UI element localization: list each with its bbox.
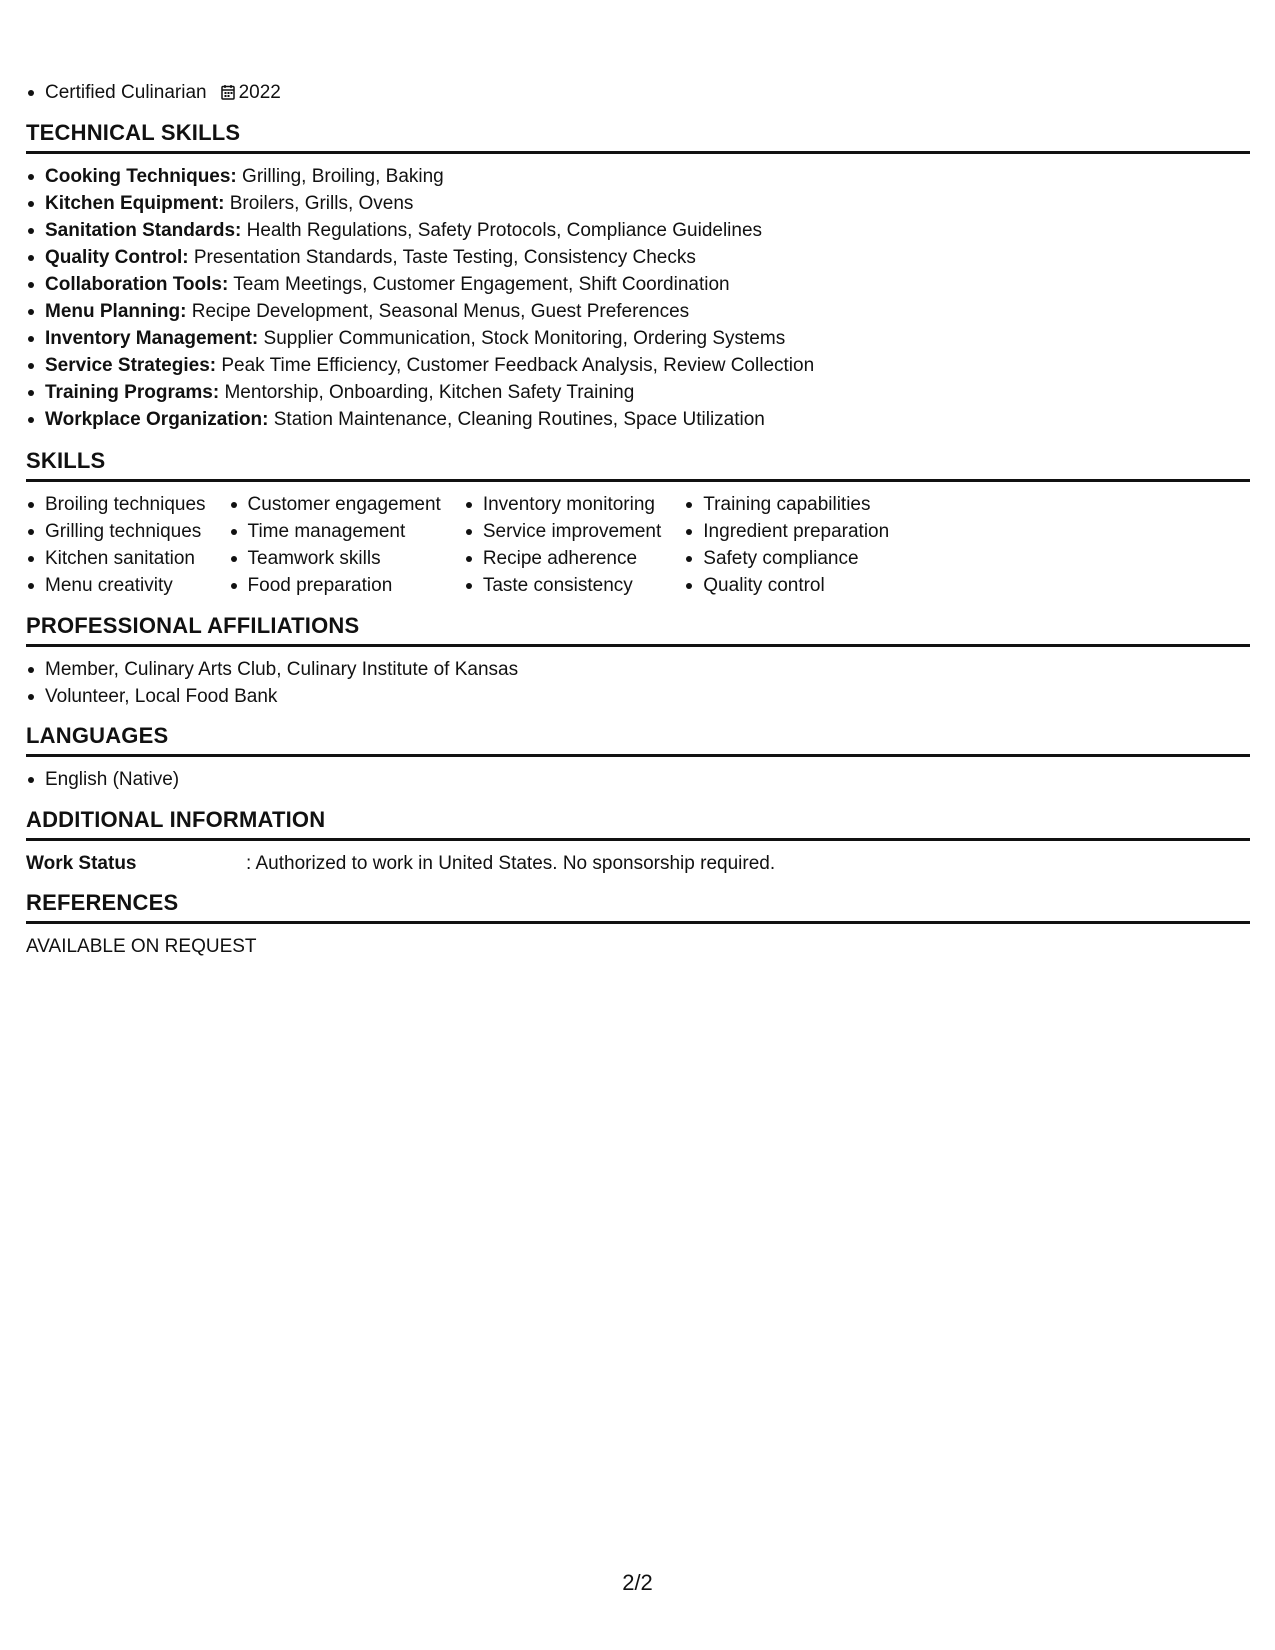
skills-column	[229, 491, 441, 599]
technical-skill-item: Menu Planning: Recipe Development, Seasonal Menus, Guest Preferences	[26, 298, 1250, 325]
skill-item: Teamwork skills	[229, 545, 441, 572]
languages-list	[26, 766, 1250, 793]
work-status-value: : Authorized to work in United States. No sponsorship required.	[246, 853, 776, 874]
affiliations-section	[26, 612, 1250, 710]
technical-skill-item: Kitchen Equipment: Broilers, Grills, Ovens	[26, 190, 1250, 217]
skill-item: Recipe adherence	[464, 545, 661, 572]
skill-item: Ingredient preparation	[684, 518, 889, 545]
skills-column	[464, 491, 661, 599]
skill-item: Taste consistency	[464, 572, 661, 599]
language-item: English (Native)	[26, 766, 1250, 793]
work-status-row	[26, 850, 1250, 877]
affiliation-item: Member, Culinary Arts Club, Culinary Institute of Kansas	[26, 656, 1250, 683]
page-number: 2/2	[622, 1570, 653, 1595]
references-heading: REFERENCES	[26, 889, 1250, 924]
skill-item: Quality control	[684, 572, 889, 599]
skill-item: Menu creativity	[26, 572, 206, 599]
skill-item: Inventory monitoring	[464, 491, 661, 518]
affiliations-list	[26, 656, 1250, 710]
technical-skill-item: Quality Control: Presentation Standards, Taste Testing, Consistency Checks	[26, 244, 1250, 271]
certifications-list	[26, 79, 281, 106]
additional-info-section	[26, 806, 1250, 877]
technical-skills-list	[26, 163, 1250, 433]
skills-column	[26, 491, 206, 599]
skills-section	[26, 447, 1250, 599]
technical-skill-item: Service Strategies: Peak Time Efficiency, Customer Feedback Analysis, Review Collection	[26, 352, 1250, 379]
technical-skill-item: Workplace Organization: Station Maintenance, Cleaning Routines, Space Utilization	[26, 406, 1250, 433]
skills-heading: SKILLS	[26, 447, 1250, 482]
references-section	[26, 889, 1250, 960]
technical-skills-section	[26, 119, 1250, 433]
languages-section	[26, 722, 1250, 793]
skill-item: Time management	[229, 518, 441, 545]
certification-name: Certified Culinarian	[45, 82, 207, 103]
skill-item: Kitchen sanitation	[26, 545, 206, 572]
additional-info-heading: ADDITIONAL INFORMATION	[26, 806, 1250, 841]
references-text: AVAILABLE ON REQUEST	[26, 936, 257, 957]
technical-skill-item: Inventory Management: Supplier Communication, Stock Monitoring, Ordering Systems	[26, 325, 1250, 352]
skills-column	[684, 491, 889, 599]
skill-item: Grilling techniques	[26, 518, 206, 545]
affiliations-heading: PROFESSIONAL AFFILIATIONS	[26, 612, 1250, 647]
certification-year: 2022	[238, 82, 281, 103]
skill-item: Safety compliance	[684, 545, 889, 572]
skill-item: Training capabilities	[684, 491, 889, 518]
skill-item: Customer engagement	[229, 491, 441, 518]
skills-grid	[26, 491, 1250, 599]
skill-item: Service improvement	[464, 518, 661, 545]
calendar-icon	[221, 81, 235, 97]
work-status-label: Work Status	[26, 853, 137, 874]
technical-skill-item: Collaboration Tools: Team Meetings, Customer Engagement, Shift Coordination	[26, 271, 1250, 298]
languages-heading: LANGUAGES	[26, 722, 1250, 757]
skill-item: Broiling techniques	[26, 491, 206, 518]
certification-item	[26, 79, 281, 106]
technical-skill-item: Training Programs: Mentorship, Onboarding, Kitchen Safety Training	[26, 379, 1250, 406]
technical-skills-heading: TECHNICAL SKILLS	[26, 119, 1250, 154]
skill-item: Food preparation	[229, 572, 441, 599]
technical-skill-item: Cooking Techniques: Grilling, Broiling, Baking	[26, 163, 1250, 190]
affiliation-item: Volunteer, Local Food Bank	[26, 683, 1250, 710]
technical-skill-item: Sanitation Standards: Health Regulations, Safety Protocols, Compliance Guidelines	[26, 217, 1250, 244]
